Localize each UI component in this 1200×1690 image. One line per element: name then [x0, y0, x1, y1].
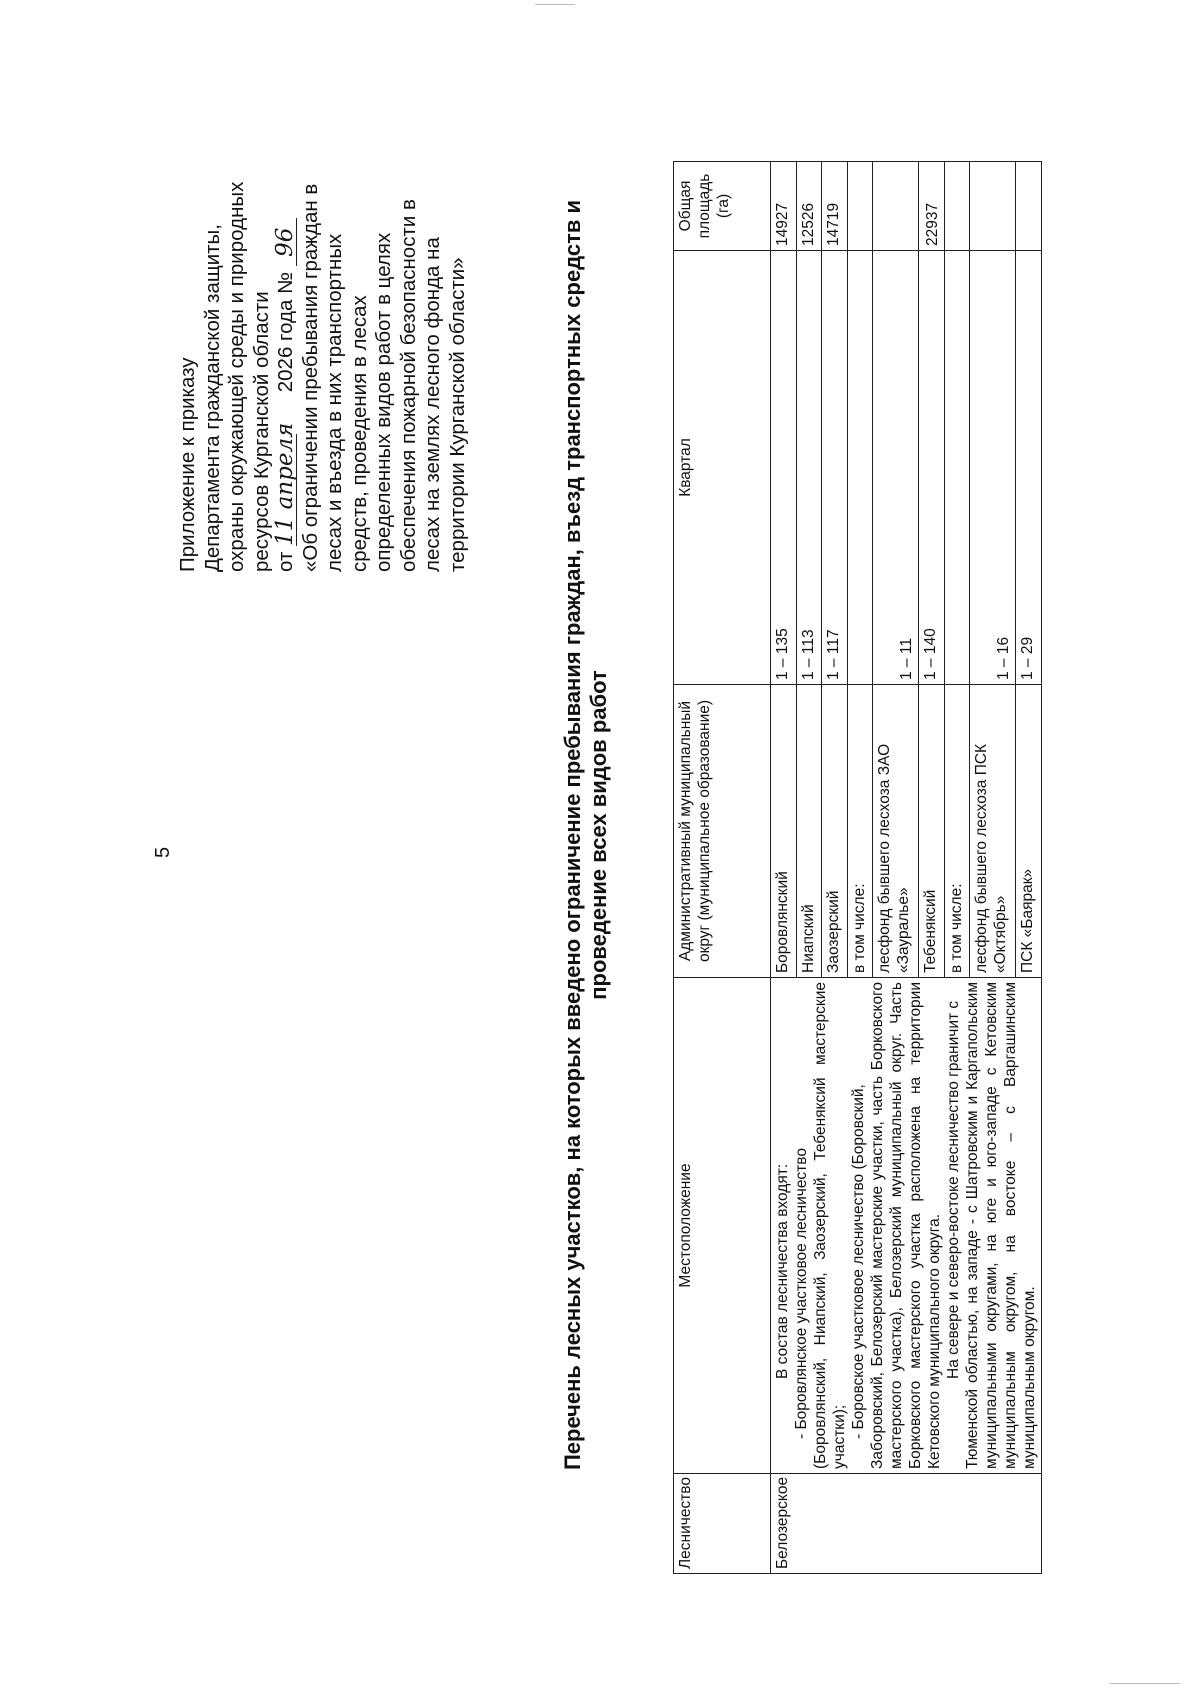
appendix-line: ресурсов Курганской области: [249, 291, 273, 572]
quarter-cell: 1 – 11: [873, 251, 919, 685]
area-cell: 14927: [771, 162, 797, 251]
location-text: Тюменской областью, на западе - с Шатровским и Каргапольским муниципальными округами, на юге и юго-западе с Кетовским муниципальным округом, на востоке – с Варгашинским муниципальным округом.: [964, 982, 1038, 1469]
handwritten-date: 11 апреля: [272, 422, 298, 546]
quarter-cell: [847, 251, 873, 685]
admin-cell: ПСК «Баярак»: [1016, 685, 1042, 978]
quarter-cell: 1 – 140: [919, 251, 945, 685]
order-title-line: средств, проведения в лесах: [347, 295, 371, 572]
header-quarter: Квартал: [674, 251, 771, 685]
date-year-label: 2026 года №: [274, 271, 297, 393]
quarter-cell: [944, 251, 970, 685]
order-date-line: [274, 102, 299, 572]
appendix-line: охраны окружающей среды и природных: [225, 181, 248, 572]
header-area: Общая площадь (га): [674, 162, 771, 251]
admin-cell: Боровлянский: [771, 685, 797, 978]
document-title: [560, 170, 612, 1500]
forestry-cell: Белозерское: [771, 1474, 1042, 1574]
admin-cell: Ниапский: [796, 685, 822, 978]
location-text: (Боровлянский, Ниапский, Заозерский, Тебеняксий мастерские участки);: [812, 982, 848, 1469]
location-text: В состав лесничества входят:: [774, 1163, 791, 1379]
area-cell: [970, 162, 1016, 251]
order-title-line: «Об ограничении пребывания граждан в: [298, 183, 322, 572]
table-header-row: [674, 162, 771, 1574]
location-text: На севере и северо-востоке лесничество граничит с: [945, 1000, 962, 1379]
quarter-cell: 1 – 117: [822, 251, 848, 685]
title-line-2: проведение всех видов работ: [586, 670, 611, 1000]
table-row: [771, 162, 797, 1574]
header-forestry: Лесничество: [674, 1474, 771, 1574]
area-cell: [1016, 162, 1042, 251]
forest-plots-table: [673, 161, 1042, 1574]
admin-cell: Тебеняксий: [919, 685, 945, 978]
admin-cell: в том числе:: [944, 685, 970, 978]
area-cell: 14719: [822, 162, 848, 251]
order-title-line: определенных видов работ в целях: [372, 232, 395, 572]
appendix-note: [176, 102, 470, 572]
admin-cell: лесфонд бывшего лесхоза ПСК «Октябрь»: [970, 685, 1016, 978]
order-title-line: территории Курганской области»: [445, 257, 469, 572]
admin-cell: в том числе:: [847, 685, 873, 978]
area-cell: 22937: [919, 162, 945, 251]
location-text: Заборовский, Белозерский мастерские участки, часть Борковского мастерского участка), Белозерский муниципальный округ. Часть Борковского мастерского участка расположена на территории Кетовского муниципального округа.: [869, 982, 943, 1469]
quarter-cell: 1 – 16: [970, 251, 1016, 685]
area-cell: [873, 162, 919, 251]
admin-cell: Заозерский: [822, 685, 848, 978]
area-cell: [944, 162, 970, 251]
appendix-line: Приложение к приказу: [176, 357, 199, 572]
order-title-line: обеспечения пожарной безопасности в: [396, 199, 420, 572]
appendix-line: Департамента гражданской защиты,: [200, 224, 224, 572]
page-number: 5: [152, 846, 174, 858]
header-admin: Административный муниципальный округ (муниципальное образование): [674, 685, 771, 978]
handwritten-number-field: [272, 218, 298, 266]
location-text: - Боровлянское участковое лесничество: [793, 1148, 810, 1439]
location-text: - Боровское участковое лесничество (Боровский,: [850, 1084, 867, 1439]
area-cell: [847, 162, 873, 251]
quarter-cell: 1 – 29: [1016, 251, 1042, 685]
order-title-line: лесах и въезда в них транспортных: [323, 233, 346, 572]
area-cell: 12526: [796, 162, 822, 251]
location-cell: [771, 978, 1042, 1474]
admin-cell: лесфонд бывшего лесхоза ЗАО «Зауралье»: [873, 685, 919, 978]
title-line-1: Перечень лесных участков, на которых введено ограничение пребывания граждан, въезд транспортных средств и: [560, 199, 585, 1471]
date-prefix: от: [274, 551, 297, 572]
quarter-cell: 1 – 113: [796, 251, 822, 685]
handwritten-number: 96: [272, 227, 298, 257]
header-location: Местоположение: [674, 978, 771, 1474]
scan-edge-mark: [535, 4, 575, 5]
handwritten-date-field: [272, 422, 298, 546]
quarter-cell: 1 – 135: [771, 251, 797, 685]
scan-edge-mark: [1110, 1683, 1180, 1684]
order-title-line: лесах на землях лесного фонда на: [421, 237, 444, 572]
